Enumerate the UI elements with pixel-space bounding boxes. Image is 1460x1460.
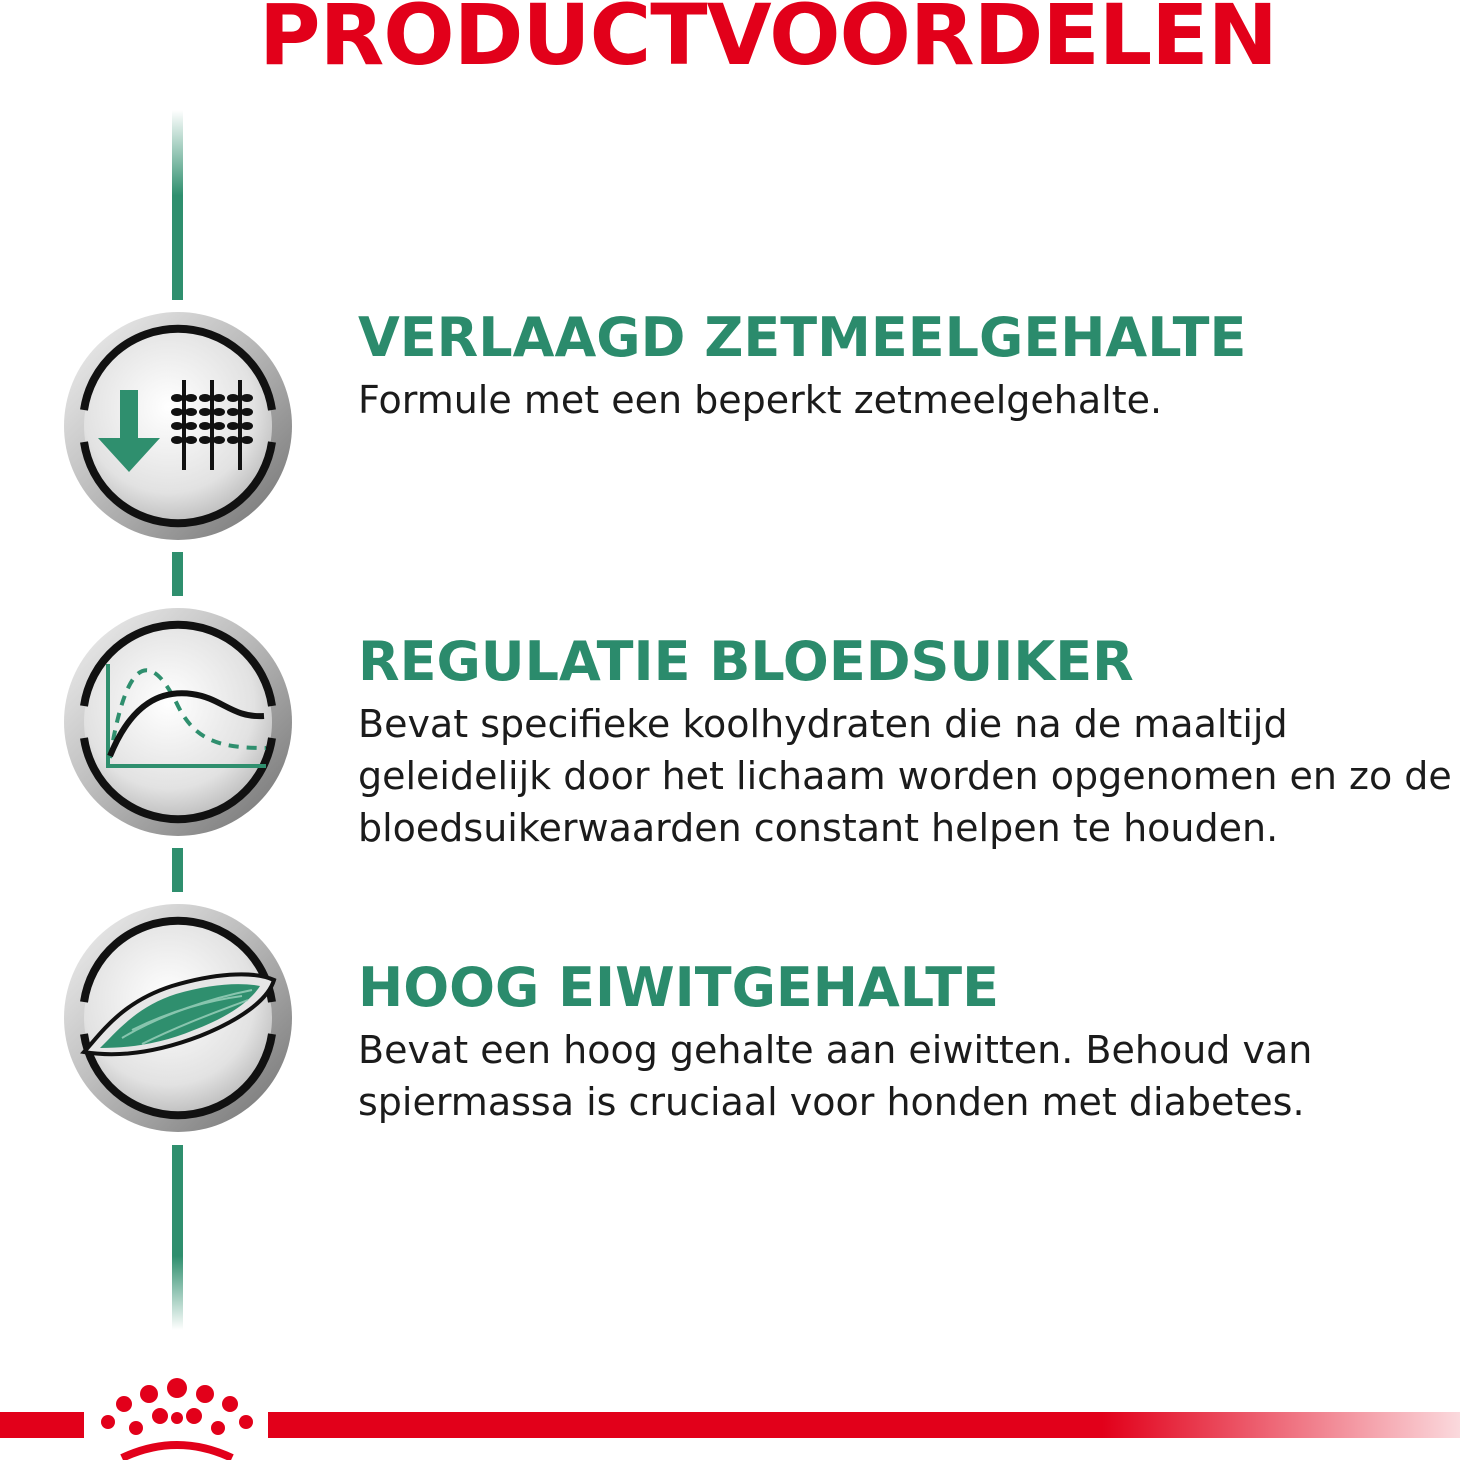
timeline-connector-2 <box>172 848 183 892</box>
page-title: PRODUCTVOORDELEN <box>259 0 1277 84</box>
benefit-text-line: Bevat specifieke koolhydraten die na de maaltijd <box>358 702 1288 746</box>
benefit-text <box>358 1024 1460 1128</box>
footer-bar-left <box>0 1412 84 1438</box>
benefit-blood-sugar <box>358 632 1460 854</box>
timeline-line-top <box>172 110 183 300</box>
starch-reduction-icon <box>62 310 294 542</box>
benefit-text-line: Bevat een hoog gehalte aan eiwitten. Behoud van <box>358 1028 1313 1072</box>
benefit-heading: REGULATIE BLOEDSUIKER <box>358 630 1134 693</box>
benefit-text-line: geleidelijk door het lichaam worden opgenomen en zo de <box>358 754 1452 798</box>
benefit-text-line: bloedsuikerwaarden constant helpen te houden. <box>358 806 1279 850</box>
timeline-line-bottom <box>172 1145 183 1330</box>
timeline-connector-1 <box>172 552 183 596</box>
muscle-icon <box>62 902 294 1134</box>
benefit-text <box>358 374 1460 426</box>
benefit-heading: HOOG EIWITGEHALTE <box>358 956 999 1019</box>
benefit-text-line: Formule met een beperkt zetmeelgehalte. <box>358 378 1163 422</box>
benefit-heading: VERLAAGD ZETMEELGEHALTE <box>358 306 1247 369</box>
benefit-starch <box>358 308 1460 426</box>
benefit-protein <box>358 958 1460 1128</box>
benefit-text <box>358 698 1460 854</box>
royal-canin-crown-logo <box>94 1374 260 1460</box>
footer-bar-right <box>268 1412 1460 1438</box>
blood-sugar-curve-icon <box>62 606 294 838</box>
benefit-text-line: spiermassa is cruciaal voor honden met diabetes. <box>358 1080 1305 1124</box>
